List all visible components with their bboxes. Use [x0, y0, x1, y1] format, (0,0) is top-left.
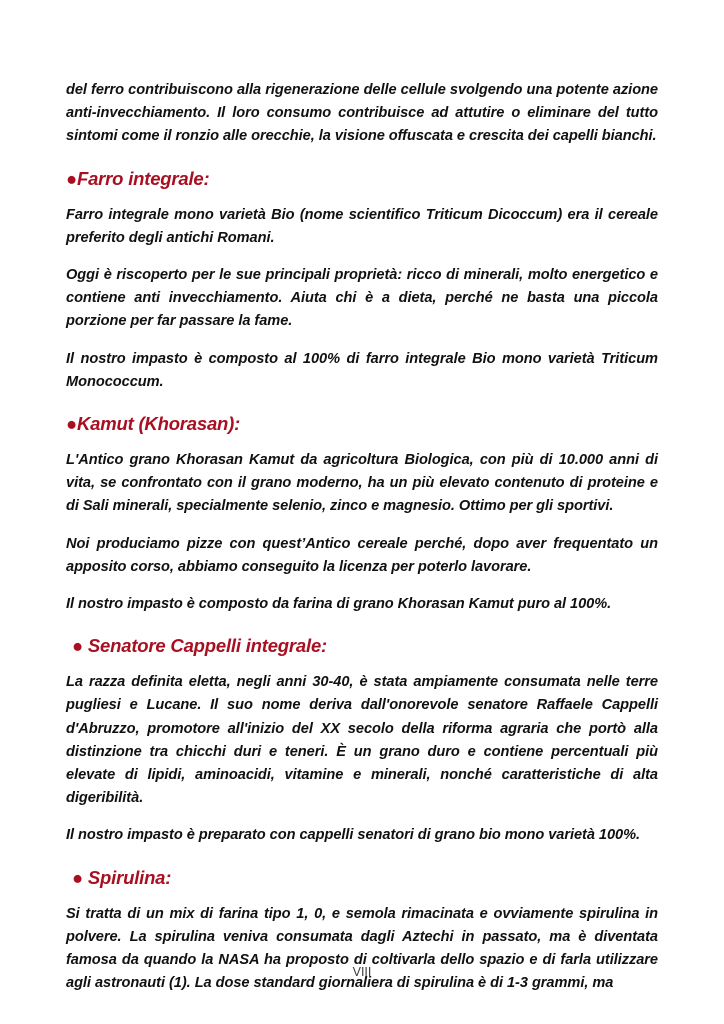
farro-paragraph-1: Farro integrale mono varietà Bio (nome scientifico Triticum Dicoccum) era il cereale preferito degli antichi Romani. [66, 206, 658, 246]
heading-kamut-khorasan: ●Kamut (Khorasan): [66, 413, 241, 435]
heading-farro-integrale: ●Farro integrale: [66, 167, 210, 189]
heading-spirulina: ● Spirulina: [72, 866, 172, 888]
page-number: VIII [352, 965, 372, 979]
cappelli-paragraph-2: Il nostro impasto è preparato con cappelli senatori di grano bio mono varietà 100%. [66, 827, 641, 844]
section-farro-integrale [66, 167, 658, 394]
spirulina-paragraph-1: Si tratta di un mix di farina tipo 1, 0, e semola rimacinata e ovviamente spirulina in polvere. La spirulina veniva consumata dagli Aztechi in passato, ma è diventata famosa da quando la NASA ha proposto di coltivarla dello spazio e di farla utilizzare agli astronauti (1). La dose standard giornaliera di spirulina è di 1-3 grammi, ma [66, 905, 658, 992]
kamut-paragraph-2: Noi produciamo pizze con quest’Antico cereale perché, dopo aver frequentato un apposito corso, abbiamo conseguito la licenza per poterlo lavorare. [66, 535, 658, 575]
cappelli-paragraph-1: La razza definita eletta, negli anni 30-40, è stata ampiamente consumata nelle terre pugliesi e Lucane. Il suo nome deriva dall'onorevole senatore Raffaele Cappelli d'Abruzzo, promotore all'inizio del XX secolo della riforma agraria che portò alla distinzione tra chicchi duri e teneri. È un grano duro e contiene percentuali più elevate di lipidi, aminoacidi, vitamine e minerali, nonché caratteristiche di alta digeribilità. [66, 674, 658, 807]
heading-senatore-cappelli: ● Senatore Cappelli integrale: [72, 635, 327, 657]
kamut-paragraph-1: L'Antico grano Khorasan Kamut da agricoltura Biologica, con più di 10.000 anni di vita, se confrontato con il grano moderno, ha un più elevato contenuto di proteine e di Sali minerali, specialmente selenio, zinco e magnesio. Ottimo per gli sportivi. [66, 452, 658, 515]
farro-paragraph-3: Il nostro impasto è composto al 100% di farro integrale Bio mono varietà Triticum Monococcum. [66, 350, 658, 390]
section-kamut-khorasan [66, 412, 658, 616]
farro-paragraph-2: Oggi è riscoperto per le sue principali proprietà: ricco di minerali, molto energetico e contiene anti invecchiamento. Aiuta chi è a dieta, perché ne basta una piccola porzione per far passare la fame. [66, 267, 658, 330]
section-senatore-cappelli [66, 634, 658, 847]
kamut-paragraph-3: Il nostro impasto è composto da farina di grano Khorasan Kamut puro al 100%. [66, 596, 612, 613]
intro-paragraph: del ferro contribuiscono alla rigenerazione delle cellule svolgendo una potente azione anti-invecchiamento. Il loro consumo contribuisce ad attutire o eliminare del tutto sintomi come il ronzio alle orecchie, la visione offuscata e crescita dei capelli bianchi. [66, 82, 658, 145]
document-body [66, 79, 658, 995]
